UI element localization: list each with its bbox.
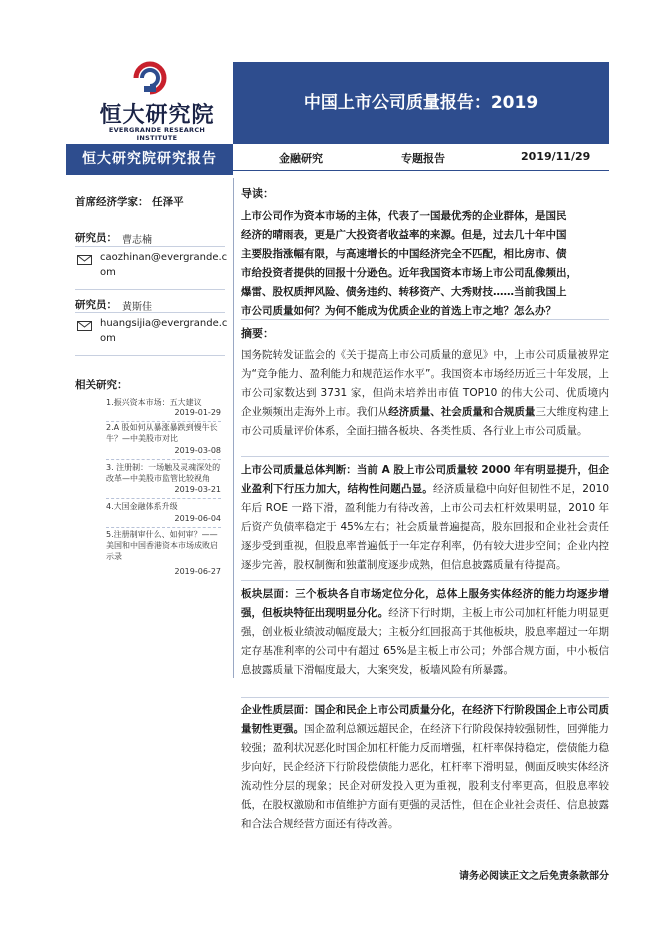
- intro-heading: 导读：: [241, 187, 274, 200]
- researcher1-email-box: [75, 246, 228, 290]
- report-date: 2019/11/29: [521, 150, 591, 163]
- report-type: 专题报告: [401, 152, 445, 165]
- logo-chinese-name: 恒大研究院: [99, 103, 215, 128]
- p2-text: 经济质量稳中向好但韧性不足，2010 年后 ROE 一路下滑，盈利能力有待改善，上市公司去杠杆效果明显，2010 年后资产负债率稳定于 45%左右；社会质量普遍提高，股东回报和企业社会责任逐步受到重视，但股息率普遍低于一年定存利率，仍有较大进步空间；企业内控逐步完善，股权制衡和独董制度逐步成熟，但信息披露质量有待提高。: [241, 483, 609, 571]
- report-series-banner: [66, 144, 233, 175]
- related-date-2: 2019-03-08: [174, 446, 221, 455]
- section-divider: [241, 580, 609, 581]
- related-divider: [106, 459, 221, 460]
- intro-line: 市给投资者提供的回报十分逊色。近年我国资本市场上市公司乱像频出，: [241, 267, 577, 279]
- abstract-paragraph-1: [241, 346, 609, 441]
- section-divider: [241, 697, 609, 698]
- related-item-5[interactable]: 5.注册制审什么、如何审？——美国和中国香港资本市场成败启示录: [106, 530, 218, 561]
- p3-bold-text: 板块层面：三个板块各自市场定位分化，总体上服务实体经济的能力均逐步增强，但板块特征出现明显分化。: [241, 588, 609, 619]
- report-title: 中国上市公司质量报告：2019: [303, 93, 539, 113]
- researcher1-name: 曹志楠: [122, 235, 152, 246]
- p3-text: 经济下行时期，主板上市公司加杠杆能力明显更强，创业板业绩波动幅度最大；主板分红回报高于其他板块，股息率超过一年期定存基准利率的公司中有超过 65%是主板上市公司；外部合规方面，中小板信息披露质量下滑幅度最大，大案突发，板墙风险有所暴露。: [241, 607, 610, 676]
- p2-bold-text: 上市公司质量总体判断：当前 A 股上市公司质量较 2000 年有明显提升，但企业盈利下行压力加大，结构性问题凸显。: [241, 464, 609, 495]
- header-row: [233, 144, 609, 171]
- related-divider: [106, 498, 221, 499]
- intro-line: 爆雷、股权质押风险、债务违约、转移资产、大秀财技……当前我国上: [241, 286, 567, 298]
- related-divider: [106, 527, 221, 528]
- section-divider: [241, 456, 609, 457]
- chief-economist: 首席经济学家： 任泽平: [75, 196, 184, 208]
- related-date-4: 2019-06-04: [174, 514, 221, 523]
- disclaimer-footer: 请务必阅读正文之后免责条款部分: [459, 871, 609, 882]
- section-divider: [241, 319, 609, 320]
- title-banner: [233, 62, 609, 144]
- related-date-1: 2019-01-29: [174, 408, 221, 417]
- mail-icon: [77, 255, 92, 265]
- mail-icon: [77, 321, 92, 331]
- abstract-paragraph-3: [241, 585, 609, 680]
- p1-text: 国务院转发证监会的《关于提高上市公司质量的意见》中，上市公司质量被界定为“竞争能力、盈利能力和规范运作水平”。我国资本市场经历近三十年发展，上市公司家数达到 3731 家，但尚未培养出市值 TOP10 的伟大公司、优质境内企业频频出走海外上市。我们从: [241, 349, 609, 418]
- p1-tail-text: 三大维度构建上市公司质量评价体系，全面扫描各板块、各类性质、各行业上市公司质量。: [241, 406, 610, 437]
- report-category: 金融研究: [279, 152, 323, 165]
- intro-line: 上市公司作为资本市场的主体，代表了一国最优秀的企业群体，是国民: [241, 210, 567, 222]
- related-item-3[interactable]: 3. 注册制：一场触及灵魂深处的改革—中美股市监管比较视角: [106, 463, 221, 483]
- abstract-paragraph-4: [241, 701, 609, 834]
- related-item-2[interactable]: 2.A 股如何从暴涨暴跌到慢牛长牛？—中美股市对比: [106, 423, 218, 443]
- researcher2-label: 研究员：: [75, 299, 117, 311]
- researcher2-email-box: [75, 312, 228, 356]
- logo-english-name: EVERGRANDE RESEARCH INSTITUTE: [108, 126, 206, 142]
- researcher1-label: 研究员：: [75, 232, 117, 244]
- abstract-heading: 摘要：: [241, 327, 274, 340]
- researcher2-email[interactable]: huangsijia@evergrande.com: [100, 318, 228, 344]
- intro-paragraph: [241, 207, 609, 321]
- report-series-label: 恒大研究院研究报告: [82, 151, 217, 167]
- evergrande-logo-icon: [130, 60, 170, 96]
- researcher2-name: 黄斯佳: [122, 302, 152, 313]
- related-item-4[interactable]: 4.大国金融体系升级: [106, 502, 178, 511]
- evergrande-logo: [92, 60, 222, 140]
- researcher1-email[interactable]: caozhinan@evergrande.com: [100, 252, 228, 278]
- intro-line: 经济的晴雨表，更是广大投资者收益率的来源。但是，过去几十年中国: [241, 229, 567, 241]
- related-research-title: 相关研究：: [75, 379, 128, 391]
- related-date-3: 2019-03-21: [174, 485, 221, 494]
- p4-text: 国企盈利总额远超民企，在经济下行阶段保持较强韧性，回弹能力较强；盈利状况恶化时国企加杠杆能力反而增强，杠杆率保持稳定，偿债能力稳步向好，民企经济下行阶段偿债能力恶化，杠杆率下滑明显，侧面反映实体经济流动性分层的现象；民企对研发投入更为重视，股利支付率更高，但股息率较低，在股权激励和市值维护方面有更强的灵活性，但在企业社会责任、信息披露和合法合规经营方面还有待改善。: [241, 723, 610, 830]
- intro-line: 主要股指涨幅有限，与高速增长的中国经济完全不匹配，相比房市、债: [241, 248, 567, 260]
- related-item-1[interactable]: 1.振兴资本市场：五大建议: [106, 398, 202, 407]
- abstract-paragraph-2: [241, 461, 609, 575]
- sidebar: [66, 178, 234, 678]
- intro-line: 市公司质量如何？为何不能成为优质企业的首选上市之地？怎么办？: [241, 305, 556, 317]
- related-date-5: 2019-06-27: [174, 567, 221, 576]
- p1-bold-text: 经济质量、社会质量和合规质量: [388, 406, 536, 418]
- p4-bold-text: 企业性质层面：国企和民企上市公司质量分化，在经济下行阶段国企上市公司质量韧性更强。: [241, 704, 609, 735]
